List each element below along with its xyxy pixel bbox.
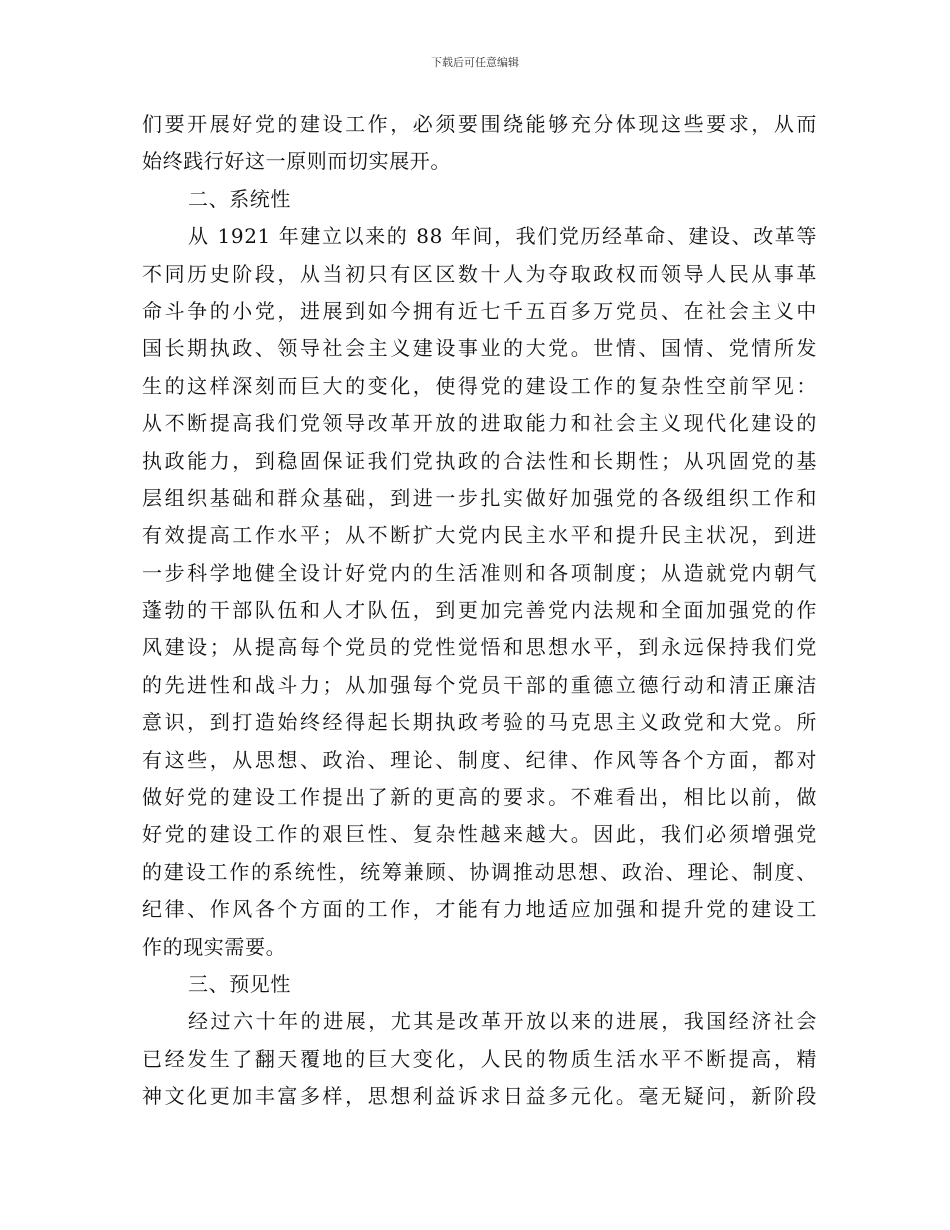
text-line: 生的这样深刻而巨大的变化，使得党的建设工作的复杂性空前罕见： [142,373,817,398]
page-header: 下载后可任意编辑 [431,56,519,69]
text-line: 作的现实需要。 [142,934,287,959]
text-line: 执政能力，到稳固保证我们党执政的合法性和长期性；从巩固党的基 [142,448,817,473]
text-line: 三、预见性 [188,971,291,996]
text-line: 蓬勃的干部队伍和人才队伍，到更加完善党内法规和全面加强党的作 [142,598,817,623]
text-line: 纪律、作风各个方面的工作，才能有力地适应加强和提升党的建设工 [142,897,817,922]
text-line: 好党的建设工作的艰巨性、复杂性越来越大。因此，我们必须增强党 [142,822,817,847]
text-line: 从不断提高我们党领导改革开放的进取能力和社会主义现代化建设的 [142,411,817,436]
text-line: 有效提高工作水平；从不断扩大党内民主水平和提升民主状况，到进 [142,523,817,548]
text-line: 始终践行好这一原则而切实展开。 [142,149,451,174]
text-line: 层组织基础和群众基础，到进一步扎实做好加强党的各级组织工作和 [142,485,817,510]
text-line: 命斗争的小党，进展到如今拥有近七千五百多万党员、在社会主义中 [142,298,817,323]
text-line: 经过六十年的进展，尤其是改革开放以来的进展，我国经济社会 [188,1009,817,1034]
text-line: 已经发生了翻天覆地的巨大变化，人民的物质生活水平不断提高，精 [142,1046,817,1071]
document-body [142,106,817,1116]
text-line: 做好党的建设工作提出了新的更高的要求。不难看出，相比以前，做 [142,785,817,810]
text-line: 从 1921 年建立以来的 88 年间，我们党历经革命、建设、改革等 [188,224,817,249]
text-line: 风建设；从提高每个党员的党性觉悟和思想水平，到永远保持我们党 [142,635,817,660]
text-line: 们要开展好党的建设工作，必须要围绕能够充分体现这些要求，从而 [142,112,817,136]
text-line: 一步科学地健全设计好党内的生活准则和各项制度；从造就党内朝气 [142,560,817,585]
text-line: 的建设工作的系统性，统筹兼顾、协调推动思想、政治、理论、制度、 [142,859,817,884]
text-line: 二、系统性 [188,186,291,211]
text-line: 意识，到打造始终经得起长期执政考验的马克思主义政党和大党。所 [142,710,817,735]
text-line: 国长期执政、领导社会主义建设事业的大党。世情、国情、党情所发 [142,336,817,361]
text-line: 的先进性和战斗力；从加强每个党员干部的重德立德行动和清正廉洁 [142,672,817,697]
text-line: 有这些，从思想、政治、理论、制度、纪律、作风等各个方面，都对 [142,747,817,772]
text-line: 神文化更加丰富多样，思想利益诉求日益多元化。毫无疑问，新阶段 [142,1084,817,1109]
text-line: 不同历史阶段，从当初只有区区数十人为夺取政权而领导人民从事革 [142,261,817,286]
